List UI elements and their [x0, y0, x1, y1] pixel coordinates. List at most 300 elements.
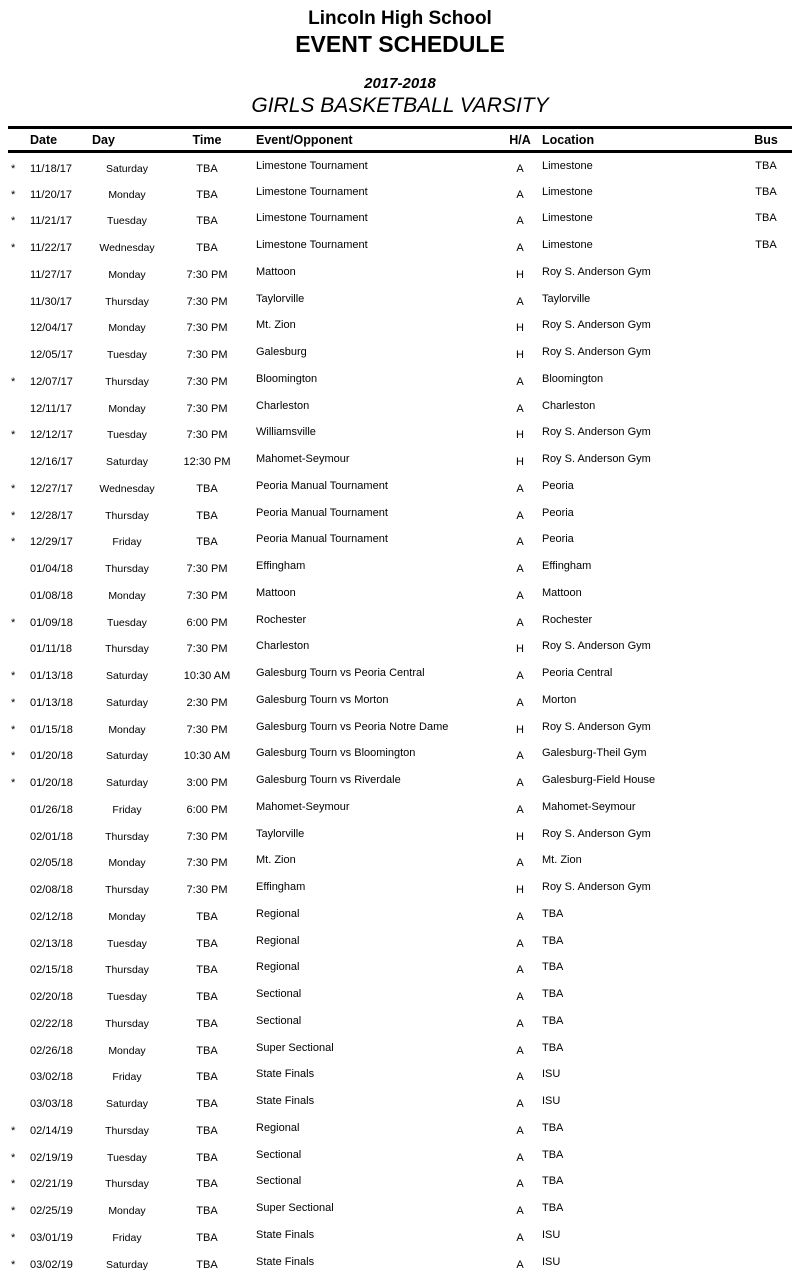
cell-date: 03/01/19 — [30, 1231, 73, 1244]
cell-event: Effingham — [256, 560, 306, 573]
cell-ha: A — [516, 937, 524, 950]
cell-date: 02/25/19 — [30, 1205, 73, 1218]
schedule-row — [8, 1034, 792, 1061]
cell-bus: TBA — [755, 212, 777, 225]
cell-ha: H — [516, 723, 524, 736]
cell-location: Limestone — [542, 212, 593, 225]
cell-star: * — [11, 536, 16, 549]
cell-day: Wednesday — [99, 242, 155, 255]
cell-bus — [740, 312, 792, 339]
cell-ha: H — [516, 268, 524, 281]
schedule-row — [8, 606, 792, 633]
cell-location: Effingham — [542, 560, 592, 573]
cell-ha: A — [516, 1178, 524, 1191]
cell-bus — [740, 633, 792, 660]
cell-location: ISU — [542, 1068, 561, 1081]
cell-time: 7:30 PM — [186, 268, 228, 281]
cell-day: Tuesday — [107, 429, 147, 442]
cell-time: 7:30 PM — [186, 563, 228, 576]
cell-time: TBA — [196, 162, 218, 175]
cell-location: Limestone — [542, 239, 593, 252]
cell-location: Rochester — [542, 613, 593, 626]
cell-location: ISU — [542, 1095, 561, 1108]
cell-star: * — [11, 670, 16, 683]
cell-date: 02/15/18 — [30, 964, 73, 977]
cell-time: TBA — [196, 1231, 218, 1244]
cell-ha: A — [516, 242, 524, 255]
cell-ha: H — [516, 322, 524, 335]
cell-star — [8, 901, 26, 928]
cell-location: Roy S. Anderson Gym — [542, 720, 651, 733]
schedule-row — [8, 901, 792, 928]
cell-event: Mt. Zion — [256, 319, 296, 332]
cell-date: 03/03/18 — [30, 1098, 73, 1111]
cell-date: 01/13/18 — [30, 696, 73, 709]
cell-location: Galesburg-Field House — [542, 774, 656, 787]
cell-day: Thursday — [105, 884, 149, 897]
cell-location: Bloomington — [542, 372, 604, 385]
cell-event: Rochester — [256, 613, 307, 626]
cell-day: Monday — [108, 910, 146, 923]
cell-time: TBA — [196, 188, 218, 201]
column-header-day: Day — [92, 132, 115, 147]
cell-date: 02/26/18 — [30, 1044, 73, 1057]
schedule-row — [8, 740, 792, 767]
cell-day: Friday — [112, 536, 142, 549]
cell-ha: A — [516, 696, 524, 709]
cell-star — [8, 927, 26, 954]
cell-star: * — [11, 429, 16, 442]
cell-day: Wednesday — [99, 482, 155, 495]
cell-date: 02/22/18 — [30, 1017, 73, 1030]
cell-ha: H — [516, 456, 524, 469]
cell-ha: A — [516, 910, 524, 923]
schedule-row — [8, 152, 792, 179]
cell-location: Peoria — [542, 533, 574, 546]
cell-event: Taylorville — [256, 292, 305, 305]
schedule-row — [8, 366, 792, 393]
cell-day: Monday — [108, 723, 146, 736]
cell-day: Tuesday — [107, 1151, 147, 1164]
cell-event: Limestone Tournament — [256, 212, 368, 225]
schedule-row — [8, 1115, 792, 1142]
cell-star — [8, 1061, 26, 1088]
cell-star — [8, 1088, 26, 1115]
column-header-location: Location — [542, 132, 595, 147]
document-header — [0, 0, 800, 119]
cell-location: Roy S. Anderson Gym — [542, 346, 651, 359]
cell-date: 02/20/18 — [30, 991, 73, 1004]
cell-day: Thursday — [105, 295, 149, 308]
schedule-row — [8, 285, 792, 312]
cell-star — [8, 1034, 26, 1061]
cell-time: TBA — [196, 964, 218, 977]
column-header-star — [8, 128, 26, 152]
cell-bus — [740, 847, 792, 874]
schedule-row — [8, 794, 792, 821]
cell-time: TBA — [196, 215, 218, 228]
cell-ha: H — [516, 830, 524, 843]
cell-location: Charleston — [542, 399, 596, 412]
schedule-row — [8, 312, 792, 339]
cell-day: Thursday — [105, 1124, 149, 1137]
cell-location: Taylorville — [542, 292, 591, 305]
cell-bus — [740, 606, 792, 633]
cell-bus — [740, 419, 792, 446]
schedule-row — [8, 392, 792, 419]
cell-time: TBA — [196, 242, 218, 255]
cell-location: ISU — [542, 1255, 561, 1268]
cell-ha: A — [516, 991, 524, 1004]
cell-date: 01/11/18 — [30, 643, 73, 656]
cell-star — [8, 312, 26, 339]
schedule-row — [8, 339, 792, 366]
cell-ha: A — [516, 670, 524, 683]
cell-ha: A — [516, 589, 524, 602]
cell-time: TBA — [196, 1098, 218, 1111]
cell-day: Monday — [108, 188, 146, 201]
schedule-row — [8, 419, 792, 446]
schedule-row — [8, 1222, 792, 1249]
cell-date: 02/08/18 — [30, 884, 73, 897]
cell-date: 11/22/17 — [30, 242, 73, 255]
cell-bus — [740, 553, 792, 580]
cell-ha: A — [516, 777, 524, 790]
cell-bus — [740, 1008, 792, 1035]
cell-time: TBA — [196, 536, 218, 549]
cell-star: * — [11, 1124, 16, 1137]
cell-location: TBA — [542, 988, 564, 1001]
cell-event: Charleston — [256, 399, 310, 412]
column-header-time: Time — [192, 132, 222, 147]
schedule-row — [8, 1248, 792, 1275]
cell-event: Super Sectional — [256, 1041, 334, 1054]
cell-event: State Finals — [256, 1095, 315, 1108]
cell-ha: A — [516, 1205, 524, 1218]
cell-bus — [740, 366, 792, 393]
cell-bus — [740, 580, 792, 607]
cell-star: * — [11, 242, 16, 255]
cell-bus — [740, 1141, 792, 1168]
schedule-row — [8, 259, 792, 286]
cell-bus — [740, 259, 792, 286]
cell-bus — [740, 713, 792, 740]
schedule-table — [8, 126, 792, 1275]
cell-time: TBA — [196, 937, 218, 950]
cell-date: 01/04/18 — [30, 563, 73, 576]
schedule-row — [8, 981, 792, 1008]
schedule-row — [8, 767, 792, 794]
cell-day: Friday — [112, 1071, 142, 1084]
cell-bus — [740, 392, 792, 419]
cell-star: * — [11, 1151, 16, 1164]
cell-date: 02/14/19 — [30, 1124, 73, 1137]
cell-time: TBA — [196, 1258, 218, 1271]
cell-star: * — [11, 616, 16, 629]
cell-event: Galesburg Tourn vs Peoria Notre Dame — [256, 720, 449, 733]
cell-date: 01/26/18 — [30, 803, 73, 816]
cell-ha: A — [516, 1231, 524, 1244]
cell-location: Roy S. Anderson Gym — [542, 453, 651, 466]
cell-event: Galesburg Tourn vs Riverdale — [256, 774, 401, 787]
cell-date: 12/12/17 — [30, 429, 73, 442]
cell-location: TBA — [542, 1014, 564, 1027]
cell-event: Mahomet-Seymour — [256, 800, 350, 813]
schedule-row — [8, 1061, 792, 1088]
cell-event: Regional — [256, 1121, 300, 1134]
schedule-header-row — [8, 128, 792, 152]
cell-star: * — [11, 1258, 16, 1271]
cell-bus — [740, 660, 792, 687]
cell-star — [8, 954, 26, 981]
schedule-row — [8, 633, 792, 660]
cell-time: 10:30 AM — [183, 750, 231, 763]
cell-bus — [740, 473, 792, 500]
cell-star — [8, 285, 26, 312]
cell-event: Regional — [256, 961, 300, 974]
cell-day: Monday — [108, 857, 146, 870]
cell-time: 3:00 PM — [186, 777, 228, 790]
cell-time: TBA — [196, 991, 218, 1004]
cell-location: TBA — [542, 1175, 564, 1188]
schedule-row — [8, 1088, 792, 1115]
cell-event: Galesburg — [256, 346, 307, 359]
cell-bus — [740, 1034, 792, 1061]
cell-event: Sectional — [256, 1014, 302, 1027]
cell-ha: H — [516, 349, 524, 362]
cell-bus — [740, 1195, 792, 1222]
cell-location: ISU — [542, 1228, 561, 1241]
cell-event: Charleston — [256, 640, 310, 653]
cell-location: Limestone — [542, 185, 593, 198]
schedule-row — [8, 1141, 792, 1168]
cell-day: Thursday — [105, 375, 149, 388]
column-header-event: Event/Opponent — [256, 132, 353, 147]
cell-ha: A — [516, 1071, 524, 1084]
schedule-row — [8, 713, 792, 740]
cell-date: 02/19/19 — [30, 1151, 73, 1164]
cell-event: Sectional — [256, 988, 302, 1001]
schedule-row — [8, 874, 792, 901]
schedule-row — [8, 820, 792, 847]
cell-date: 12/11/17 — [30, 402, 73, 415]
cell-bus — [740, 1088, 792, 1115]
schedule-row — [8, 847, 792, 874]
cell-star — [8, 339, 26, 366]
cell-location: Peoria — [542, 506, 574, 519]
cell-star: * — [11, 215, 16, 228]
cell-time: 2:30 PM — [186, 696, 228, 709]
cell-time: 12:30 PM — [183, 456, 231, 469]
cell-ha: A — [516, 1124, 524, 1137]
cell-event: Limestone Tournament — [256, 239, 368, 252]
cell-day: Thursday — [105, 964, 149, 977]
cell-time: TBA — [196, 482, 218, 495]
cell-event: State Finals — [256, 1255, 315, 1268]
cell-day: Saturday — [105, 1098, 149, 1111]
cell-event: Galesburg Tourn vs Bloomington — [256, 747, 416, 760]
cell-event: Bloomington — [256, 372, 318, 385]
schedule-row — [8, 553, 792, 580]
cell-time: 6:00 PM — [186, 616, 228, 629]
cell-location: Peoria — [542, 479, 574, 492]
cell-time: 10:30 AM — [183, 670, 231, 683]
cell-date: 12/04/17 — [30, 322, 73, 335]
cell-star — [8, 446, 26, 473]
cell-time: 7:30 PM — [186, 643, 228, 656]
cell-date: 03/02/19 — [30, 1258, 73, 1271]
schedule-row — [8, 660, 792, 687]
cell-event: Peoria Manual Tournament — [256, 479, 388, 492]
cell-date: 12/29/17 — [30, 536, 73, 549]
cell-star — [8, 1008, 26, 1035]
cell-bus — [740, 927, 792, 954]
cell-event: Regional — [256, 907, 300, 920]
cell-time: 7:30 PM — [186, 375, 228, 388]
cell-ha: A — [516, 1151, 524, 1164]
cell-ha: A — [516, 536, 524, 549]
cell-star: * — [11, 162, 16, 175]
cell-event: Williamsville — [256, 426, 316, 439]
cell-day: Monday — [108, 402, 146, 415]
cell-date: 02/13/18 — [30, 937, 73, 950]
cell-date: 01/08/18 — [30, 589, 73, 602]
cell-bus — [740, 820, 792, 847]
cell-bus — [740, 1248, 792, 1275]
cell-time: TBA — [196, 1071, 218, 1084]
cell-date: 01/15/18 — [30, 723, 73, 736]
schedule-row — [8, 1168, 792, 1195]
cell-day: Tuesday — [107, 215, 147, 228]
cell-bus — [740, 794, 792, 821]
cell-ha: A — [516, 188, 524, 201]
schedule-row — [8, 687, 792, 714]
cell-location: Mt. Zion — [542, 854, 582, 867]
cell-day: Saturday — [105, 696, 149, 709]
schedule-row — [8, 927, 792, 954]
cell-event: Mattoon — [256, 586, 296, 599]
cell-date: 12/28/17 — [30, 509, 73, 522]
cell-date: 12/27/17 — [30, 482, 73, 495]
cell-day: Monday — [108, 1044, 146, 1057]
cell-location: Mattoon — [542, 586, 582, 599]
cell-date: 02/05/18 — [30, 857, 73, 870]
season-label: 2017-2018 — [364, 75, 436, 92]
cell-star: * — [11, 188, 16, 201]
schedule-row — [8, 178, 792, 205]
cell-star — [8, 820, 26, 847]
cell-ha: A — [516, 1098, 524, 1111]
cell-event: Galesburg Tourn vs Peoria Central — [256, 667, 425, 680]
cell-location: Roy S. Anderson Gym — [542, 827, 651, 840]
cell-date: 11/21/17 — [30, 215, 73, 228]
cell-location: TBA — [542, 1202, 564, 1215]
column-header-date: Date — [30, 132, 58, 147]
cell-date: 12/16/17 — [30, 456, 73, 469]
cell-ha: A — [516, 857, 524, 870]
column-header-ha: H/A — [509, 132, 531, 147]
schedule-row — [8, 526, 792, 553]
cell-star — [8, 981, 26, 1008]
cell-star: * — [11, 1205, 16, 1218]
cell-day: Thursday — [105, 1017, 149, 1030]
cell-ha: A — [516, 964, 524, 977]
cell-star — [8, 874, 26, 901]
cell-day: Thursday — [105, 830, 149, 843]
cell-bus — [740, 526, 792, 553]
cell-star: * — [11, 375, 16, 388]
cell-location: Morton — [542, 693, 577, 706]
cell-bus — [740, 981, 792, 1008]
page-title: EVENT SCHEDULE — [295, 31, 505, 57]
cell-time: 7:30 PM — [186, 884, 228, 897]
cell-time: TBA — [196, 509, 218, 522]
column-header-bus: Bus — [754, 132, 778, 147]
cell-location: Roy S. Anderson Gym — [542, 265, 651, 278]
cell-location: Roy S. Anderson Gym — [542, 640, 651, 653]
cell-star — [8, 259, 26, 286]
cell-time: 7:30 PM — [186, 429, 228, 442]
cell-star: * — [11, 696, 16, 709]
team-label: GIRLS BASKETBALL VARSITY — [251, 94, 549, 117]
cell-ha: H — [516, 643, 524, 656]
cell-day: Monday — [108, 322, 146, 335]
cell-day: Thursday — [105, 643, 149, 656]
cell-location: Limestone — [542, 159, 593, 172]
cell-day: Friday — [112, 1231, 142, 1244]
cell-bus — [740, 1115, 792, 1142]
cell-time: 6:00 PM — [186, 803, 228, 816]
schedule-row — [8, 580, 792, 607]
cell-time: 7:30 PM — [186, 322, 228, 335]
cell-time: TBA — [196, 910, 218, 923]
schedule-row — [8, 1195, 792, 1222]
schedule-row — [8, 1008, 792, 1035]
schedule-row — [8, 205, 792, 232]
cell-time: TBA — [196, 1178, 218, 1191]
cell-bus — [740, 874, 792, 901]
cell-star — [8, 794, 26, 821]
cell-bus — [740, 954, 792, 981]
cell-bus — [740, 740, 792, 767]
cell-date: 01/20/18 — [30, 750, 73, 763]
cell-event: Peoria Manual Tournament — [256, 533, 388, 546]
cell-day: Saturday — [105, 670, 149, 683]
cell-time: 7:30 PM — [186, 857, 228, 870]
cell-star — [8, 392, 26, 419]
cell-time: 7:30 PM — [186, 589, 228, 602]
cell-event: Galesburg Tourn vs Morton — [256, 693, 389, 706]
cell-date: 02/12/18 — [30, 910, 73, 923]
cell-bus: TBA — [755, 159, 777, 172]
cell-day: Thursday — [105, 1178, 149, 1191]
cell-location: TBA — [542, 1041, 564, 1054]
cell-time: TBA — [196, 1044, 218, 1057]
cell-date: 12/07/17 — [30, 375, 73, 388]
cell-bus — [740, 767, 792, 794]
cell-ha: A — [516, 482, 524, 495]
cell-event: Mahomet-Seymour — [256, 453, 350, 466]
cell-location: TBA — [542, 961, 564, 974]
cell-star — [8, 580, 26, 607]
schedule-row — [8, 446, 792, 473]
cell-location: Roy S. Anderson Gym — [542, 881, 651, 894]
cell-ha: A — [516, 563, 524, 576]
cell-ha: A — [516, 1017, 524, 1030]
cell-location: Roy S. Anderson Gym — [542, 426, 651, 439]
cell-star: * — [11, 1178, 16, 1191]
cell-date: 02/21/19 — [30, 1178, 73, 1191]
